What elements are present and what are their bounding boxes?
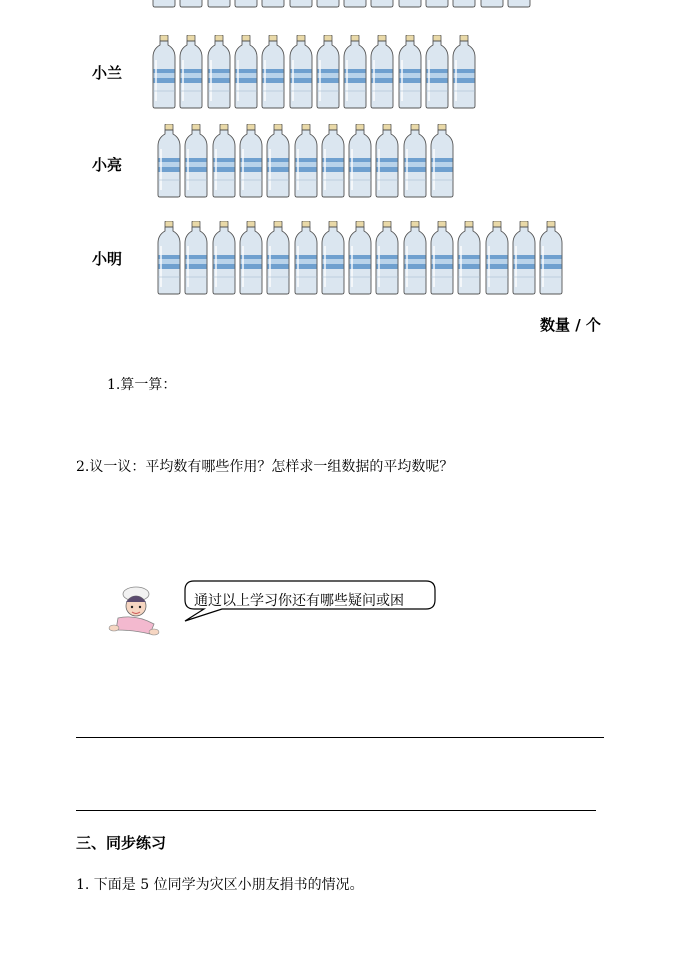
bottle-icon <box>234 35 258 109</box>
bottle-icon <box>343 35 367 109</box>
bottle-icon <box>152 35 176 109</box>
bottle-icon <box>480 0 504 8</box>
bottle-icon <box>212 124 236 198</box>
bottle-icon <box>184 124 208 198</box>
bottle-icon <box>452 0 476 8</box>
bottle-icon <box>179 35 203 109</box>
bottle-icon <box>343 0 367 8</box>
bottle-icon <box>289 0 313 8</box>
bottle-icon <box>261 35 285 109</box>
bottle-icon <box>294 221 318 295</box>
bottle-icon <box>266 221 290 295</box>
bottle-icon <box>157 221 181 295</box>
bottle-row-xiaolan <box>152 35 492 115</box>
bottle-icon <box>234 0 258 8</box>
character-icon <box>106 584 160 640</box>
bottle-icon <box>539 221 563 295</box>
bottle-icon <box>457 221 481 295</box>
bottle-icon <box>485 221 509 295</box>
bottle-icon <box>266 124 290 198</box>
bottle-icon <box>316 35 340 109</box>
bottle-icon <box>152 0 176 8</box>
bottle-row-xiaoming <box>157 221 577 301</box>
row-label-xiaoliang: 小亮 <box>92 156 123 174</box>
row-label-xiaoming: 小明 <box>92 250 123 268</box>
question-1: 1.算一算： <box>107 377 177 393</box>
bottle-icon <box>507 0 531 8</box>
bottle-icon <box>370 0 394 8</box>
row-label-xiaolan: 小兰 <box>92 64 123 82</box>
bottle-icon <box>239 221 263 295</box>
bottle-icon <box>375 124 399 198</box>
answer-line-1 <box>76 737 604 738</box>
bottle-icon <box>425 0 449 8</box>
bottle-icon <box>425 35 449 109</box>
bottle-icon <box>212 221 236 295</box>
bottle-icon <box>294 124 318 198</box>
bottle-icon <box>207 0 231 8</box>
bottle-icon <box>316 0 340 8</box>
bottle-icon <box>398 35 422 109</box>
bottle-row-partial <box>152 0 572 14</box>
bottle-icon <box>403 124 427 198</box>
bottle-icon <box>452 35 476 109</box>
bottle-icon <box>321 124 345 198</box>
bottle-icon <box>370 35 394 109</box>
bottle-icon <box>261 0 285 8</box>
bottle-row-xiaoliang <box>157 124 467 204</box>
question-2: 2.议一议：平均数有哪些作用？怎样求一组数据的平均数呢？ <box>76 459 454 475</box>
bottle-icon <box>398 0 422 8</box>
bottle-icon <box>403 221 427 295</box>
exercise-1: 1. 下面是 5 位同学为灾区小朋友捐书的情况。 <box>76 877 364 893</box>
unit-label: 数量 / 个 <box>540 316 601 334</box>
bottle-icon <box>184 221 208 295</box>
bottle-icon <box>239 124 263 198</box>
answer-line-2 <box>76 810 596 811</box>
bottle-icon <box>179 0 203 8</box>
bottle-icon <box>207 35 231 109</box>
bottle-icon <box>348 221 372 295</box>
bottle-icon <box>430 124 454 198</box>
bubble-text: 通过以上学习你还有哪些疑问或困 <box>194 593 404 609</box>
bottle-icon <box>512 221 536 295</box>
bottle-icon <box>348 124 372 198</box>
bottle-icon <box>289 35 313 109</box>
bottle-icon <box>375 221 399 295</box>
bottle-icon <box>157 124 181 198</box>
bottle-icon <box>430 221 454 295</box>
section-title: 三、同步练习 <box>76 834 167 852</box>
bottle-icon <box>321 221 345 295</box>
